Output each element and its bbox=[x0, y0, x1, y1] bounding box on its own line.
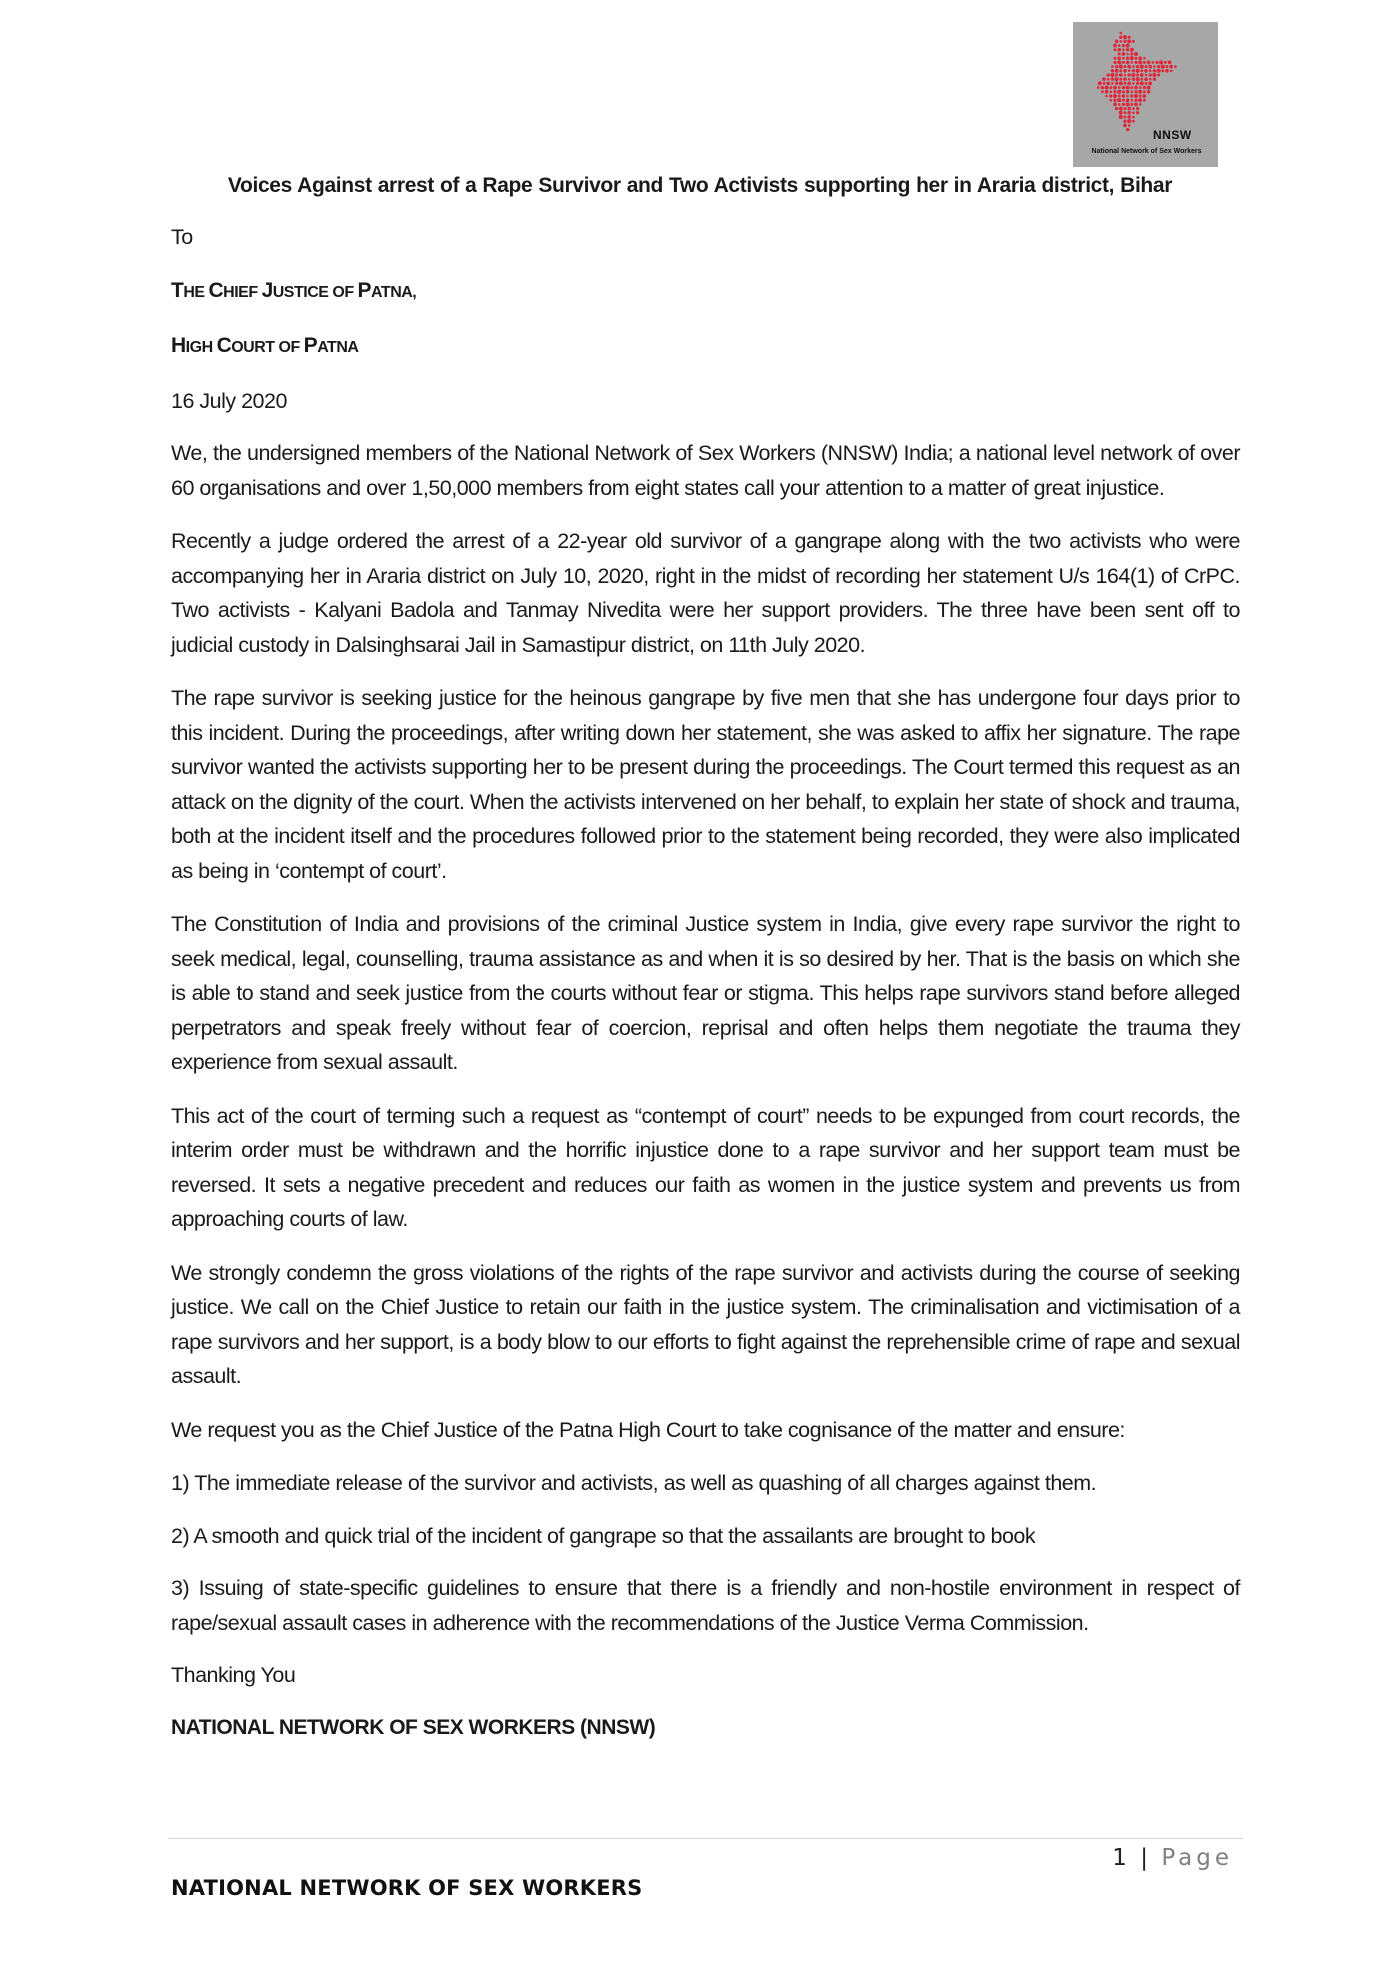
map-dot bbox=[1136, 74, 1139, 77]
map-dot bbox=[1124, 116, 1127, 119]
map-dot bbox=[1130, 94, 1133, 97]
map-dot bbox=[1105, 95, 1108, 98]
map-dot bbox=[1165, 69, 1169, 73]
map-dot bbox=[1119, 107, 1123, 111]
map-dot bbox=[1115, 40, 1119, 44]
map-dot bbox=[1117, 98, 1121, 102]
logo-full-name: National Network of Sex Workers bbox=[1091, 148, 1202, 155]
map-dot bbox=[1128, 124, 1131, 127]
map-dot bbox=[1128, 36, 1131, 39]
map-dot bbox=[1113, 44, 1117, 48]
map-dot bbox=[1138, 90, 1142, 94]
letter-body bbox=[171, 220, 1240, 1745]
map-dot bbox=[1118, 53, 1121, 56]
map-dot bbox=[1134, 86, 1138, 90]
map-dot bbox=[1107, 78, 1110, 81]
map-dot bbox=[1122, 99, 1125, 102]
map-dot bbox=[1143, 86, 1146, 89]
map-dot bbox=[1143, 61, 1146, 64]
map-dot bbox=[1145, 65, 1148, 68]
map-dot bbox=[1127, 115, 1131, 119]
map-dot bbox=[1119, 65, 1123, 69]
map-dot bbox=[1143, 57, 1146, 60]
map-dot bbox=[1127, 82, 1131, 86]
closing: Thanking You bbox=[171, 1663, 296, 1687]
addressee-line-1: THE CHIEF JUSTICE OF PATNA, bbox=[171, 278, 417, 302]
map-dot bbox=[1110, 91, 1113, 94]
map-dot bbox=[1132, 65, 1135, 68]
map-dot bbox=[1119, 115, 1123, 119]
nnsw-logo bbox=[1073, 22, 1218, 167]
map-dot bbox=[1124, 74, 1127, 77]
map-dot bbox=[1126, 61, 1130, 65]
addressee-line-2: HIGH COURT OF PATNA bbox=[171, 334, 359, 357]
map-dot bbox=[1101, 90, 1104, 93]
demand-item: 1) The immediate release of the survivor and activists, as well as quashing of all charges against them. bbox=[171, 1471, 1097, 1495]
map-dot bbox=[1097, 86, 1100, 89]
map-dot bbox=[1114, 48, 1117, 51]
map-dot bbox=[1131, 73, 1135, 77]
map-dot bbox=[1161, 65, 1165, 69]
signature: NATIONAL NETWORK OF SEX WORKERS (NNSW) bbox=[171, 1715, 656, 1739]
map-dot bbox=[1120, 40, 1123, 43]
map-dot bbox=[1117, 48, 1121, 52]
map-dot bbox=[1126, 95, 1129, 98]
map-dot bbox=[1132, 40, 1135, 43]
map-dot bbox=[1126, 102, 1130, 106]
map-dot bbox=[1122, 103, 1125, 106]
map-dot bbox=[1122, 94, 1126, 98]
paragraph-condemn: We strongly condemn the gross violations of the rights of the rape survivor and activists during the course of seeking justice. We call on the Chief Justice to retain our faith in the justice system. The criminalisation and victimisation of a rape survivors and her support, is a body blow to our efforts to fight against the reprehensible crime of rape and sexual assault. bbox=[171, 1260, 1240, 1388]
map-dot bbox=[1131, 99, 1134, 102]
map-dot bbox=[1155, 61, 1158, 64]
map-dot bbox=[1117, 56, 1121, 60]
map-dot bbox=[1143, 90, 1146, 93]
map-dot bbox=[1130, 86, 1133, 89]
paragraph-proceedings: The rape survivor is seeking justice for the heinous gangrape by five men that she has undergone four days prior to this incident. During the proceedings, after writing down her statement, she was asked to affix her signature. The rape survivor wanted the activists supporting her to be present during the proceedings. The Court termed this request as an attack on the dignity of the court. When the activists intervened on her behalf, to explain her state of shock and trauma, both at the incident itself and the procedures followed prior to the statement being recorded, they were also implicated as being in ‘contempt of court’. bbox=[171, 686, 1240, 883]
map-dot bbox=[1127, 65, 1131, 69]
map-dot bbox=[1123, 124, 1127, 128]
map-dot bbox=[1147, 90, 1151, 94]
logo-abbreviation: NNSW bbox=[1153, 128, 1192, 142]
map-dot bbox=[1120, 32, 1123, 35]
map-dot bbox=[1168, 61, 1172, 65]
map-dot bbox=[1126, 57, 1129, 60]
map-dot bbox=[1140, 78, 1143, 81]
map-dot bbox=[1152, 73, 1156, 77]
map-dot bbox=[1101, 86, 1104, 89]
map-dot bbox=[1118, 95, 1121, 98]
map-dot bbox=[1136, 69, 1140, 73]
map-dot bbox=[1126, 98, 1130, 102]
map-dot bbox=[1117, 90, 1121, 94]
map-dot bbox=[1134, 103, 1138, 107]
map-dot bbox=[1111, 65, 1114, 68]
map-dot bbox=[1122, 61, 1125, 64]
map-dot bbox=[1136, 65, 1139, 68]
map-dot bbox=[1103, 82, 1106, 85]
map-dot bbox=[1128, 78, 1131, 81]
map-dot bbox=[1157, 74, 1160, 77]
map-dot bbox=[1122, 49, 1125, 52]
map-dot bbox=[1132, 69, 1135, 72]
map-dot bbox=[1119, 78, 1122, 81]
paragraph-constitution: The Constitution of India and provisions of the criminal Justice system in India, give every rape survivor the right to seek medical, legal, counselling, trauma assistance as and when it is so desired by her. That is the basis on which she is able to stand and seek justice from the courts without fear or stigma. This helps rape survivors stand before alleged perpetrators and speak freely without fear of coercion, reprisal and often helps them negotiate the trauma they experience from sexual assault. bbox=[171, 912, 1240, 1074]
map-dot bbox=[1105, 90, 1109, 94]
map-dot bbox=[1113, 94, 1117, 98]
map-dot bbox=[1159, 60, 1163, 64]
map-dot bbox=[1132, 107, 1135, 110]
map-dot bbox=[1128, 70, 1131, 73]
map-dot bbox=[1132, 120, 1135, 123]
map-dot bbox=[1135, 57, 1138, 60]
map-dot bbox=[1136, 107, 1139, 110]
map-dot bbox=[1136, 111, 1139, 114]
map-dot bbox=[1115, 82, 1118, 85]
map-dot bbox=[1130, 52, 1133, 55]
map-dot bbox=[1140, 73, 1144, 77]
map-dot bbox=[1124, 82, 1127, 85]
map-dot bbox=[1130, 48, 1134, 52]
map-dot bbox=[1113, 86, 1117, 90]
map-dot bbox=[1110, 99, 1113, 102]
map-dot bbox=[1126, 90, 1130, 94]
map-dot bbox=[1148, 82, 1152, 86]
map-dot bbox=[1109, 94, 1112, 97]
map-dot bbox=[1170, 70, 1173, 73]
footer-divider bbox=[168, 1838, 1243, 1839]
map-dot bbox=[1111, 69, 1114, 72]
map-dot bbox=[1147, 86, 1151, 90]
map-dot bbox=[1115, 65, 1118, 68]
map-dot bbox=[1153, 78, 1156, 81]
map-dot bbox=[1127, 119, 1131, 123]
map-dot bbox=[1139, 103, 1142, 106]
map-dot bbox=[1157, 65, 1160, 68]
map-dot bbox=[1131, 61, 1134, 64]
map-dot bbox=[1134, 99, 1137, 102]
map-dot bbox=[1118, 86, 1121, 89]
map-dot bbox=[1144, 77, 1148, 81]
salutation: To bbox=[171, 225, 193, 249]
map-dot bbox=[1117, 60, 1121, 64]
map-dot bbox=[1114, 57, 1117, 60]
map-dot bbox=[1166, 65, 1169, 68]
map-dot bbox=[1119, 69, 1122, 72]
demand-item: 2) A smooth and quick trial of the incident of gangrape so that the assailants are brought to book bbox=[171, 1523, 1036, 1548]
map-dot bbox=[1127, 39, 1131, 43]
map-dot bbox=[1123, 120, 1126, 123]
map-dot bbox=[1115, 107, 1118, 110]
demand-item: 3) Issuing of state-specific guidelines to ensure that there is a friendly and non-hostile environment in respect of rape/sexual assault cases in adherence with the recommendations of the Justice Verma Commission. bbox=[171, 1576, 1240, 1635]
map-dot bbox=[1111, 78, 1114, 81]
map-dot bbox=[1140, 81, 1144, 85]
map-dot bbox=[1122, 52, 1126, 56]
map-dot bbox=[1139, 95, 1142, 98]
page-number: 1 | Page bbox=[1112, 1845, 1233, 1871]
map-dot bbox=[1138, 60, 1142, 64]
paragraph-request: We request you as the Chief Justice of the Patna High Court to take cognisance of the matter and ensure: bbox=[171, 1417, 1125, 1442]
map-dot bbox=[1126, 48, 1129, 51]
map-dot bbox=[1132, 78, 1135, 81]
map-dot bbox=[1136, 77, 1140, 81]
paragraph-intro: We, the undersigned members of the National Network of Sex Workers (NNSW) India; a national level network of over 60 organisations and over 1,50,000 members from eight states call your attention to a matter of great injustice. bbox=[171, 441, 1240, 500]
map-dot bbox=[1131, 91, 1134, 94]
map-dot bbox=[1122, 86, 1125, 89]
map-dot bbox=[1119, 36, 1122, 39]
map-dot bbox=[1111, 82, 1114, 85]
map-dot bbox=[1134, 90, 1137, 93]
map-dot bbox=[1115, 74, 1118, 77]
map-dot bbox=[1164, 61, 1167, 64]
map-dot bbox=[1143, 94, 1147, 98]
map-dot bbox=[1124, 107, 1127, 110]
map-dot bbox=[1139, 86, 1142, 89]
map-dot bbox=[1140, 69, 1143, 72]
map-dot bbox=[1123, 40, 1126, 43]
map-dot bbox=[1127, 111, 1131, 115]
map-dot bbox=[1138, 56, 1142, 60]
map-dot bbox=[1157, 69, 1161, 73]
map-dot bbox=[1130, 103, 1133, 106]
map-dot bbox=[1134, 94, 1138, 98]
map-dot bbox=[1132, 112, 1135, 115]
map-dot bbox=[1119, 73, 1123, 77]
map-dot bbox=[1122, 90, 1125, 93]
map-dot bbox=[1134, 61, 1137, 64]
map-dot bbox=[1153, 65, 1156, 68]
map-dot bbox=[1109, 86, 1112, 89]
map-dot bbox=[1113, 99, 1116, 102]
map-dot bbox=[1118, 44, 1121, 47]
map-dot bbox=[1123, 35, 1127, 39]
map-dot bbox=[1149, 78, 1152, 81]
map-dot bbox=[1138, 98, 1142, 102]
map-dot bbox=[1102, 77, 1106, 81]
letter-title: Voices Against arrest of a Rape Survivor and Two Activists supporting her in Araria district, Bihar bbox=[227, 174, 1173, 197]
map-dot bbox=[1147, 61, 1151, 65]
footer-organization: NATIONAL NETWORK OF SEX WORKERS bbox=[171, 1876, 643, 1900]
map-dot bbox=[1149, 73, 1152, 76]
map-dot bbox=[1148, 65, 1152, 69]
map-dot bbox=[1098, 81, 1102, 85]
map-dot bbox=[1115, 77, 1119, 81]
map-dot bbox=[1134, 52, 1138, 56]
map-dot bbox=[1132, 116, 1135, 119]
map-dot bbox=[1144, 69, 1148, 73]
map-dot bbox=[1152, 61, 1155, 64]
map-dot bbox=[1130, 56, 1134, 60]
map-dot bbox=[1126, 128, 1129, 131]
letter-date: 16 July 2020 bbox=[171, 388, 287, 413]
map-dot bbox=[1115, 69, 1119, 73]
map-dot bbox=[1122, 57, 1125, 60]
map-dot bbox=[1113, 90, 1116, 93]
map-dot bbox=[1128, 73, 1131, 76]
paragraph-contempt: This act of the court of terming such a request as “contempt of court” needs to be expunged from court records, the interim order must be withdrawn and the horrific injustice done to a rape survivor and her support team must be reversed. It sets a negative precedent and reduces our faith as women in the justice system and prevents us from approaching courts of law. bbox=[171, 1103, 1240, 1231]
map-dot bbox=[1113, 61, 1116, 64]
map-dot bbox=[1105, 86, 1109, 90]
map-dot bbox=[1145, 74, 1148, 77]
india-map-icon bbox=[1091, 30, 1181, 140]
map-dot bbox=[1110, 73, 1114, 77]
map-dot bbox=[1123, 77, 1127, 81]
map-dot bbox=[1132, 82, 1135, 85]
map-dot bbox=[1149, 70, 1152, 73]
map-dot bbox=[1123, 69, 1127, 73]
map-dot bbox=[1119, 81, 1123, 85]
map-dot bbox=[1161, 69, 1164, 72]
map-dot bbox=[1143, 99, 1146, 102]
map-dot bbox=[1127, 107, 1131, 111]
map-dot bbox=[1124, 65, 1127, 68]
map-dot bbox=[1106, 82, 1110, 86]
paragraph-arrest: Recently a judge ordered the arrest of a 22-year old survivor of a gangrape along with the two activists who were accompanying her in Araria district on July 10, 2020, right in the midst of recording her statement U/s 164(1) of CrPC. Two activists - Kalyani Badola and Tanmay Nivedita were her support providers. The three have been sent off to judicial custody in Dalsinghsarai Jail in Samastipur district, on 11th July 2020. bbox=[171, 529, 1240, 657]
map-dot bbox=[1113, 103, 1117, 107]
map-dot bbox=[1169, 65, 1173, 69]
map-dot bbox=[1107, 73, 1110, 76]
map-dot bbox=[1136, 82, 1139, 85]
map-dot bbox=[1124, 111, 1127, 114]
map-dot bbox=[1126, 44, 1130, 48]
map-dot bbox=[1126, 86, 1130, 90]
map-dot bbox=[1140, 65, 1144, 69]
map-dot bbox=[1174, 65, 1177, 68]
map-dot bbox=[1153, 69, 1156, 72]
map-dot bbox=[1119, 111, 1123, 115]
map-dot bbox=[1122, 44, 1125, 47]
map-dot bbox=[1118, 103, 1121, 106]
map-dot bbox=[1145, 82, 1148, 85]
map-dot bbox=[1126, 53, 1129, 56]
